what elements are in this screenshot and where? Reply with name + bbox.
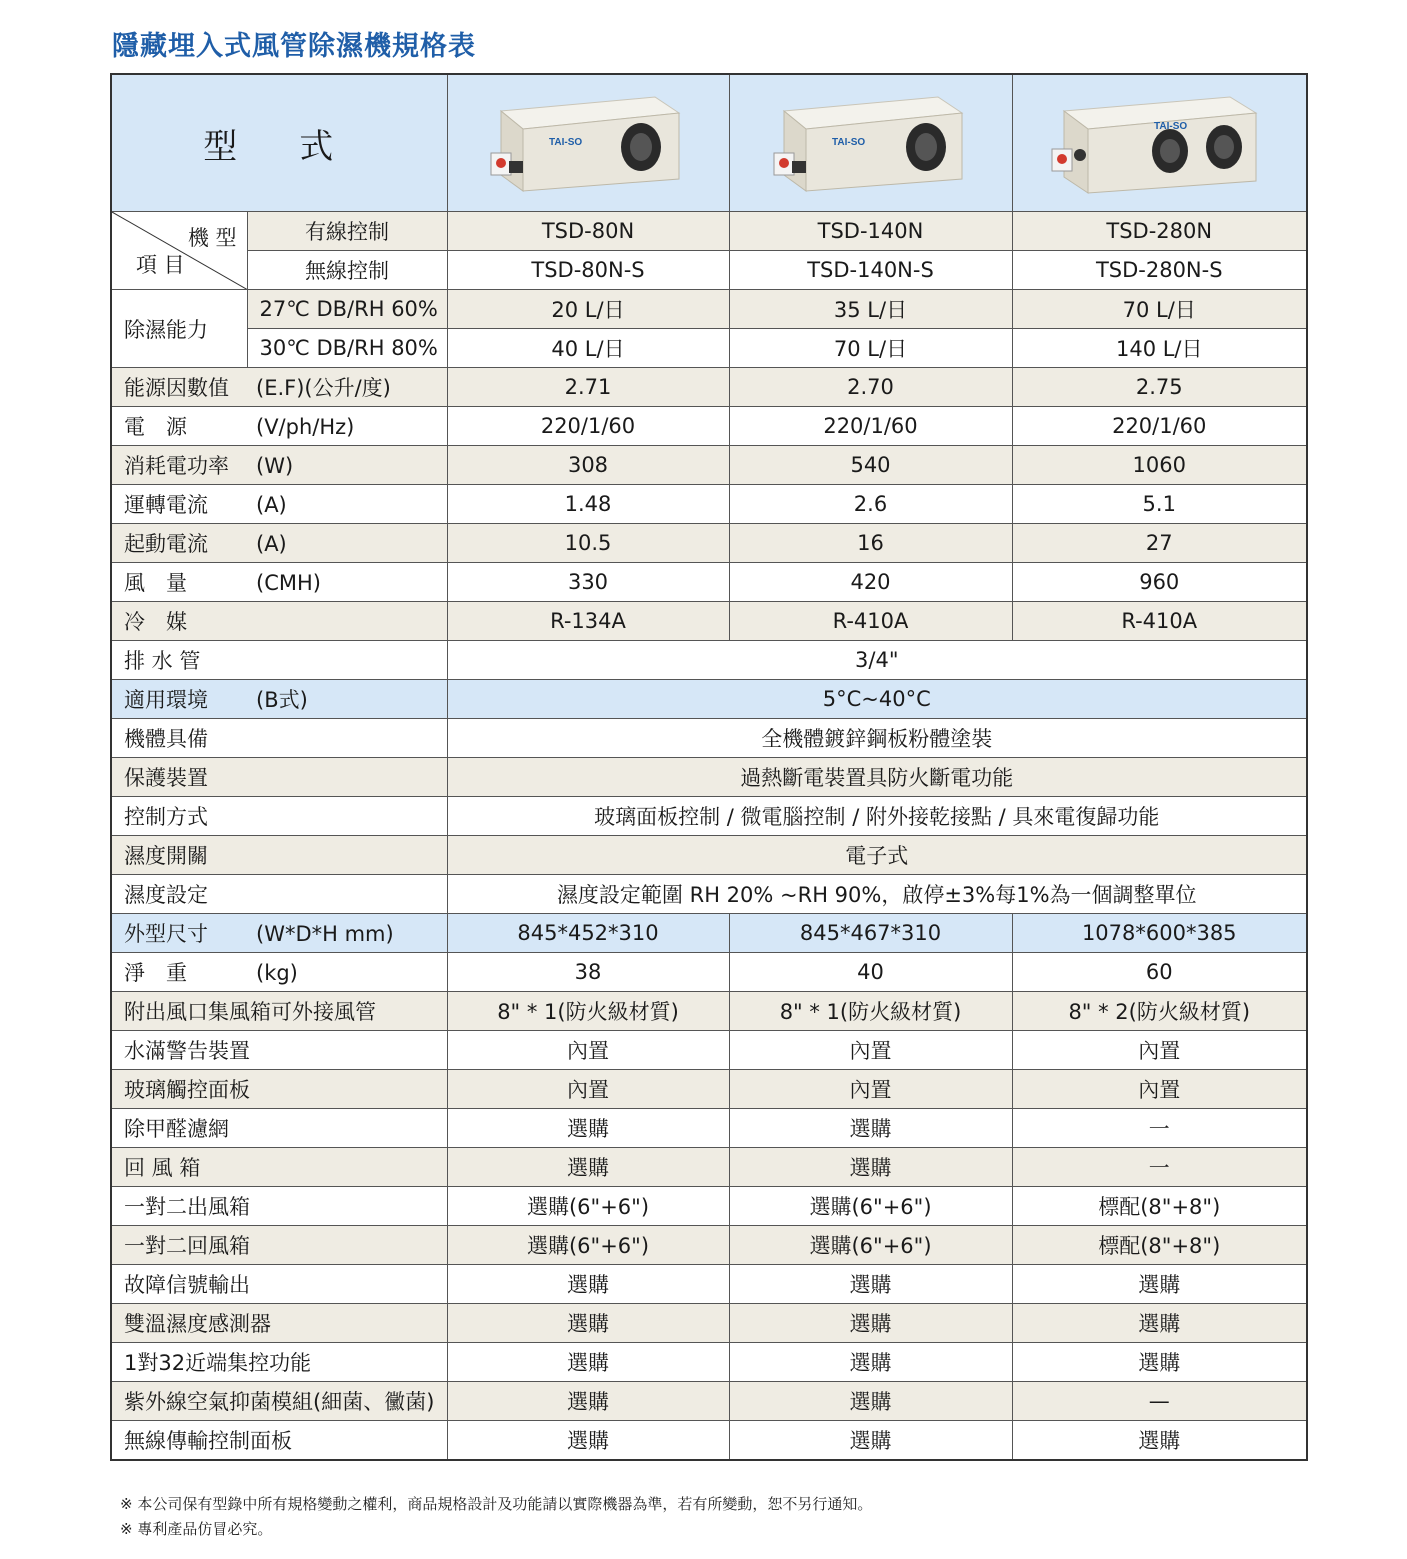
row-label: 能源因數值 (E.F)(公升/度)	[111, 368, 447, 407]
row-label: 消耗電功率 (W)	[111, 446, 447, 485]
row-label: 附出風口集風箱可外接風管	[111, 992, 447, 1031]
svg-text:TAI-SO: TAI-SO	[831, 137, 865, 148]
row-label: 淨 重 (kg)	[111, 953, 447, 992]
cell: 8" * 1(防火級材質)	[729, 992, 1012, 1031]
cell: 選購	[729, 1109, 1012, 1148]
row-label: 保護裝置	[111, 758, 447, 797]
cell: 選購	[1012, 1343, 1307, 1382]
cell: 內置	[447, 1070, 729, 1109]
cell: TSD-280N	[1012, 212, 1307, 251]
row-label: 控制方式	[111, 797, 447, 836]
cell: 選購	[447, 1109, 729, 1148]
cell: 220/1/60	[729, 407, 1012, 446]
cell: 540	[729, 446, 1012, 485]
cell: 8" * 1(防火級材質)	[447, 992, 729, 1031]
row-label: 風 量 (CMH)	[111, 563, 447, 602]
row-label: 外型尺寸 (W*D*H mm)	[111, 914, 447, 953]
diagonal-header-cell: 機 型 項 目	[111, 212, 247, 290]
cell: 一	[1012, 1148, 1307, 1187]
cell: TSD-140N	[729, 212, 1012, 251]
cell: 選購	[1012, 1421, 1307, 1461]
cell: 內置	[1012, 1070, 1307, 1109]
cell: 一	[1012, 1109, 1307, 1148]
cell: 220/1/60	[1012, 407, 1307, 446]
row-label: 排 水 管	[111, 641, 447, 680]
cell: 40	[729, 953, 1012, 992]
cell: 選購	[729, 1304, 1012, 1343]
footnote: ※ 專利產品仿冒必究。	[120, 1520, 273, 1538]
page-title: 隱藏埋入式風管除濕機規格表	[112, 31, 476, 62]
wired-label: 有線控制	[247, 212, 447, 251]
row-label: 濕度開關	[111, 836, 447, 875]
row-label: 起動電流 (A)	[111, 524, 447, 563]
cell: 140 L/日	[1012, 329, 1307, 368]
cell: 20 L/日	[447, 290, 729, 329]
cell: 70 L/日	[1012, 290, 1307, 329]
cell: TSD-80N-S	[447, 251, 729, 290]
cell: 選購	[447, 1421, 729, 1461]
cell: 標配(8"+8")	[1012, 1187, 1307, 1226]
row-label: 一對二回風箱	[111, 1226, 447, 1265]
cell: 選購(6"+6")	[447, 1187, 729, 1226]
cell: 27	[1012, 524, 1307, 563]
cell: 960	[1012, 563, 1307, 602]
row-label: 適用環境 (B式)	[111, 680, 447, 719]
cell: 2.6	[729, 485, 1012, 524]
cell: 選購(6"+6")	[447, 1226, 729, 1265]
product-image-280n	[1012, 74, 1307, 212]
row-label: 玻璃觸控面板	[111, 1070, 447, 1109]
cell: TSD-80N	[447, 212, 729, 251]
cell: —	[1012, 1382, 1307, 1421]
cell: 60	[1012, 953, 1307, 992]
cell: 玻璃面板控制 / 微電腦控制 / 附外接乾接點 / 具來電復歸功能	[447, 797, 1307, 836]
product-image-140n	[729, 74, 1012, 212]
row-label: 水滿警告裝置	[111, 1031, 447, 1070]
svg-text:TAI-SO: TAI-SO	[549, 137, 583, 148]
dehum-label: 除濕能力	[111, 290, 247, 368]
cell: 全機體鍍鋅鋼板粉體塗裝	[447, 719, 1307, 758]
cell: 1.48	[447, 485, 729, 524]
cell: 選購	[447, 1304, 729, 1343]
model-type-header: 型式	[111, 74, 447, 212]
cell: 3/4"	[447, 641, 1307, 680]
row-label: 一對二出風箱	[111, 1187, 447, 1226]
svg-text:TAI-SO: TAI-SO	[1154, 121, 1188, 132]
cell: 標配(8"+8")	[1012, 1226, 1307, 1265]
footnote: ※ 本公司保有型錄中所有規格變動之權利，商品規格設計及功能請以實際機器為準，若有所變動，恕不另行通知。	[120, 1495, 873, 1513]
cell: 2.70	[729, 368, 1012, 407]
row-label: 電 源 (V/ph/Hz)	[111, 407, 447, 446]
row-label: 故障信號輸出	[111, 1265, 447, 1304]
cell: 選購	[447, 1265, 729, 1304]
cell: 電子式	[447, 836, 1307, 875]
cell: 選購(6"+6")	[729, 1187, 1012, 1226]
cell: 845*467*310	[729, 914, 1012, 953]
cell: 38	[447, 953, 729, 992]
cell: 選購(6"+6")	[729, 1226, 1012, 1265]
cell: 選購	[729, 1343, 1012, 1382]
cell: 內置	[729, 1031, 1012, 1070]
cell: 2.75	[1012, 368, 1307, 407]
cell: 1060	[1012, 446, 1307, 485]
row-label: 回 風 箱	[111, 1148, 447, 1187]
row-label: 無線傳輸控制面板	[111, 1421, 447, 1461]
cell: 308	[447, 446, 729, 485]
cell: 2.71	[447, 368, 729, 407]
cell: 內置	[447, 1031, 729, 1070]
cell: 選購	[447, 1148, 729, 1187]
row-label: 雙溫濕度感測器	[111, 1304, 447, 1343]
cell: 選購	[447, 1382, 729, 1421]
cell: 選購	[729, 1421, 1012, 1461]
cell: 內置	[729, 1070, 1012, 1109]
dehum-cond-2: 30℃ DB/RH 80%	[247, 329, 447, 368]
cell: 8" * 2(防火級材質)	[1012, 992, 1307, 1031]
row-label: 濕度設定	[111, 875, 447, 914]
cell: TSD-280N-S	[1012, 251, 1307, 290]
wireless-label: 無線控制	[247, 251, 447, 290]
row-label: 運轉電流 (A)	[111, 485, 447, 524]
cell: R-134A	[447, 602, 729, 641]
cell: 選購	[1012, 1265, 1307, 1304]
cell: 選購	[729, 1148, 1012, 1187]
product-image-80n	[447, 74, 729, 212]
cell: 選購	[447, 1343, 729, 1382]
cell: 選購	[1012, 1304, 1307, 1343]
cell: 845*452*310	[447, 914, 729, 953]
cell: 35 L/日	[729, 290, 1012, 329]
cell: R-410A	[729, 602, 1012, 641]
cell: 選購	[729, 1265, 1012, 1304]
row-label: 1對32近端集控功能	[111, 1343, 447, 1382]
dehum-cond-1: 27℃ DB/RH 60%	[247, 290, 447, 329]
spec-table	[110, 73, 1308, 1461]
cell: 330	[447, 563, 729, 602]
cell: 5°C~40°C	[447, 680, 1307, 719]
row-label: 機體具備	[111, 719, 447, 758]
cell: 5.1	[1012, 485, 1307, 524]
cell: 16	[729, 524, 1012, 563]
cell: 1078*600*385	[1012, 914, 1307, 953]
cell: R-410A	[1012, 602, 1307, 641]
cell: 過熱斷電裝置具防火斷電功能	[447, 758, 1307, 797]
row-label: 冷 媒	[111, 602, 447, 641]
cell: 濕度設定範圍 RH 20% ~RH 90%，啟停±3%每1%為一個調整單位	[447, 875, 1307, 914]
cell: 內置	[1012, 1031, 1307, 1070]
cell: 70 L/日	[729, 329, 1012, 368]
row-label: 除甲醛濾網	[111, 1109, 447, 1148]
cell: 40 L/日	[447, 329, 729, 368]
cell: 10.5	[447, 524, 729, 563]
cell: 選購	[729, 1382, 1012, 1421]
cell: 420	[729, 563, 1012, 602]
cell: 220/1/60	[447, 407, 729, 446]
row-label: 紫外線空氣抑菌模組(細菌、黴菌)	[111, 1382, 447, 1421]
cell: TSD-140N-S	[729, 251, 1012, 290]
